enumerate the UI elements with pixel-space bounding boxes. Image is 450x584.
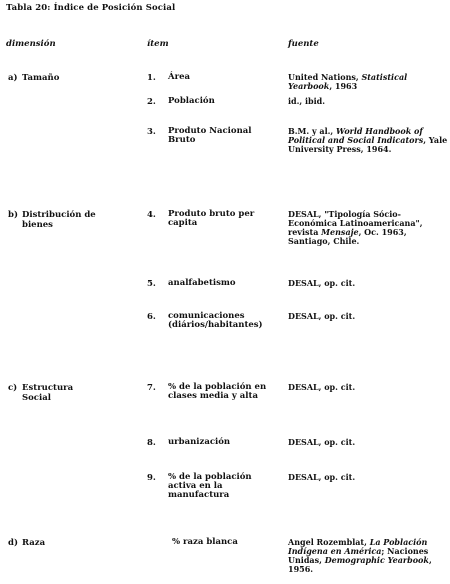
dimension-label: Raza — [22, 538, 46, 548]
dimension-letter: b) — [8, 210, 18, 220]
item-label: % de la población en clases media y alta — [168, 382, 267, 401]
item-number: 9. — [147, 473, 156, 483]
item-label: Produto bruto per capita — [168, 209, 255, 228]
source-text: DESAL, op. cit. — [288, 472, 356, 482]
item-label: % raza blanca — [172, 537, 238, 547]
item-number: 2. — [147, 97, 156, 107]
source-text: DESAL, op. cit. — [288, 278, 356, 288]
header-dimension: dimensión — [6, 39, 56, 49]
item-number: 5. — [147, 279, 156, 289]
item-label: comunicaciones (diários/habitantes) — [168, 311, 263, 330]
dimension-raza — [8, 538, 45, 548]
source-text: DESAL, "Tipología Sócio-Económica Latinoamericana", revista Mensaje, Oc. 1963, Santiago, Chile. — [288, 209, 423, 246]
item-number: 7. — [147, 383, 156, 393]
source-text: DESAL, op. cit. — [288, 382, 356, 392]
source-text: B.M. y al., World Handbook of Political and Social Indicators, Yale University Press, 1964. — [288, 126, 448, 154]
dimension-letter: a) — [8, 73, 18, 83]
dimension-label: Distribución de bienes — [22, 210, 96, 230]
dimension-label: Tamaño — [22, 73, 60, 83]
source-text: United Nations, Statistical Yearbook, 1963 — [288, 72, 408, 91]
item-label: analfabetismo — [168, 278, 236, 288]
dimension-label: Estructura Social — [22, 383, 74, 403]
item-number: 8. — [147, 438, 156, 448]
dimension-estructura — [8, 383, 92, 403]
item-label: Población — [168, 96, 215, 106]
item-number: 6. — [147, 312, 156, 322]
dimension-tamano — [8, 73, 59, 83]
item-number: 3. — [147, 127, 156, 137]
dimension-distribucion — [8, 210, 102, 230]
header-source: fuente — [288, 39, 319, 49]
dimension-letter: c) — [8, 383, 18, 393]
source-text: Angel Rozemblat, La Población Indígena en América; Naciones Unidas, Demographic Yearbook, 1956. — [288, 537, 432, 574]
item-number: 4. — [147, 210, 156, 220]
item-label: urbanización — [168, 437, 231, 447]
table-title: Tabla 20: Índice de Posición Social — [6, 3, 176, 13]
header-item: ítem — [147, 39, 169, 49]
item-label: Área — [168, 72, 190, 82]
item-label: Produto Nacional Bruto — [168, 126, 252, 145]
item-number: 1. — [147, 73, 156, 83]
item-label: % de la población activa en la manufactura — [168, 472, 252, 500]
source-text: id., ibid. — [288, 96, 326, 106]
source-text: DESAL, op. cit. — [288, 437, 356, 447]
dimension-letter: d) — [8, 538, 18, 548]
source-text: DESAL, op. cit. — [288, 311, 356, 321]
